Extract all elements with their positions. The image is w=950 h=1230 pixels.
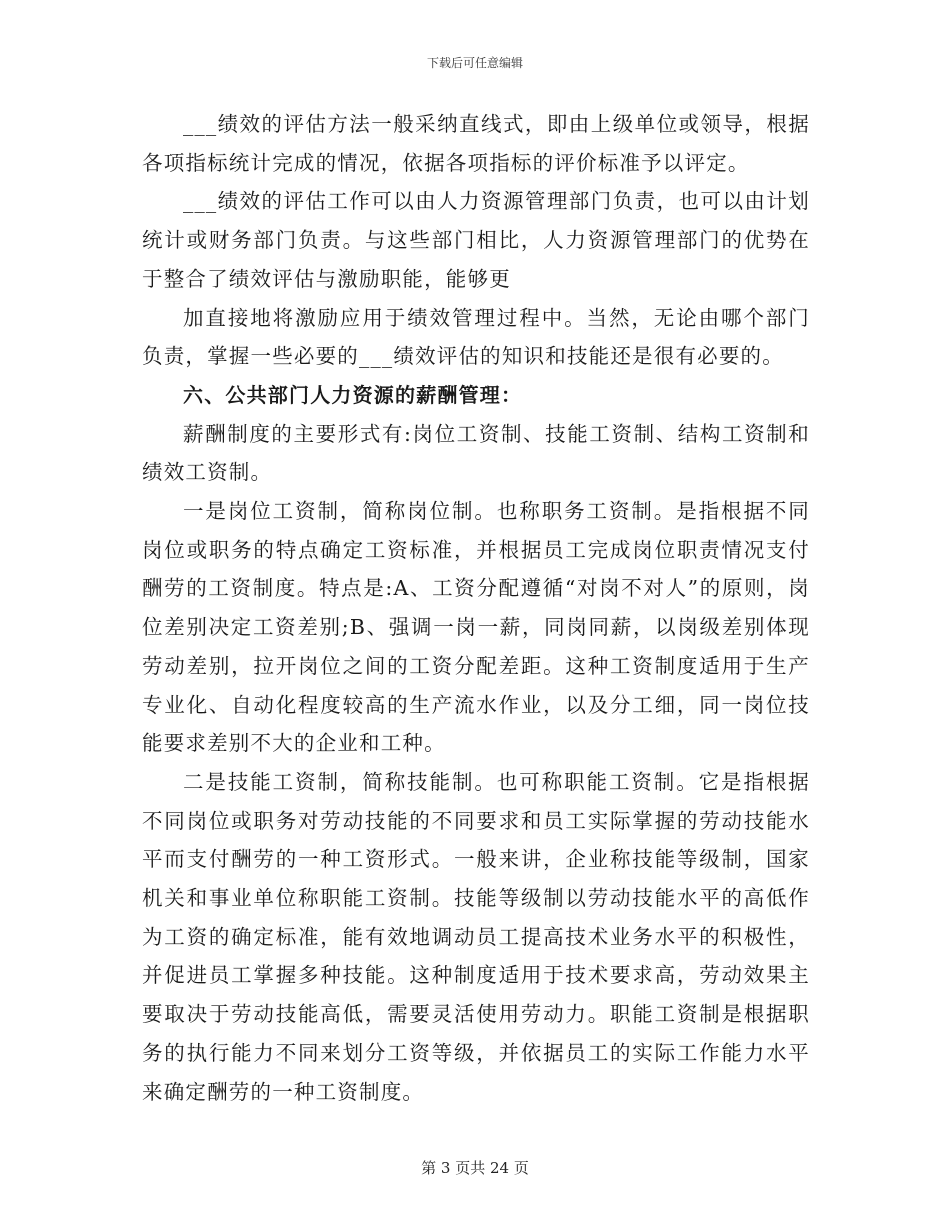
paragraph: 薪酬制度的主要形式有:岗位工资制、技能工资制、结构工资制和绩效工资制。 [142, 421, 810, 485]
paragraph: ___绩效的评估方法一般采纳直线式，即由上级单位或领导，根据各项指标统计完成的情况，依据各项指标的评价标准予以评定。 [142, 112, 810, 175]
paragraph: 一是岗位工资制，简称岗位制。也称职务工资制。是指根据不同岗位或职务的特点确定工资标准，并根据员工完成岗位职责情况支付酬劳的工资制度。特点是:A、工资分配遵循“对岗不对人”的原则，岗位差别决定工资差别;B、强调一岗一薪，同岗同薪，以岗级差别体现劳动差别，拉开岗位之间的工资分配差距。这种工资制度适用于生产专业化、自动化程度较高的生产流水作业，以及分工细，同一岗位技能要求差别不大的企业和工种。 [142, 499, 810, 756]
page-number: 第 3 页共 24 页 [421, 1159, 529, 1177]
paragraph: ___绩效的评估工作可以由人力资源管理部门负责，也可以由计划统计或财务部门负责。与这些部门相比，人力资源管理部门的优势在于整合了绩效评估与激励职能，能够更 [142, 189, 810, 291]
section-heading: 六、公共部门人力资源的薪酬管理： [183, 382, 523, 407]
paragraph: 加直接地将激励应用于绩效管理过程中。当然，无论由哪个部门负责，掌握一些必要的___绩效评估的知识和技能还是很有必要的。 [142, 305, 810, 369]
document-body [142, 105, 810, 1111]
paragraph: 二是技能工资制，简称技能制。也可称职能工资制。它是指根据不同岗位或职务对劳动技能的不同要求和员工实际掌握的劳动技能水平而支付酬劳的一种工资形式。一般来讲，企业称技能等级制，国家机关和事业单位称职能工资制。技能等级制以劳动技能水平的高低作为工资的确定标准，能有效地调动员工提高技术业务水平的积极性，并促进员工掌握多种技能。这种制度适用于技术要求高，劳动效果主要取决于劳动技能高低，需要灵活使用劳动力。职能工资制是根据职务的执行能力不同来划分工资等级，并依据员工的实际工作能力水平来确定酬劳的一种工资制度。 [142, 769, 810, 1104]
page-header: 下载后可任意编辑 [426, 56, 523, 70]
